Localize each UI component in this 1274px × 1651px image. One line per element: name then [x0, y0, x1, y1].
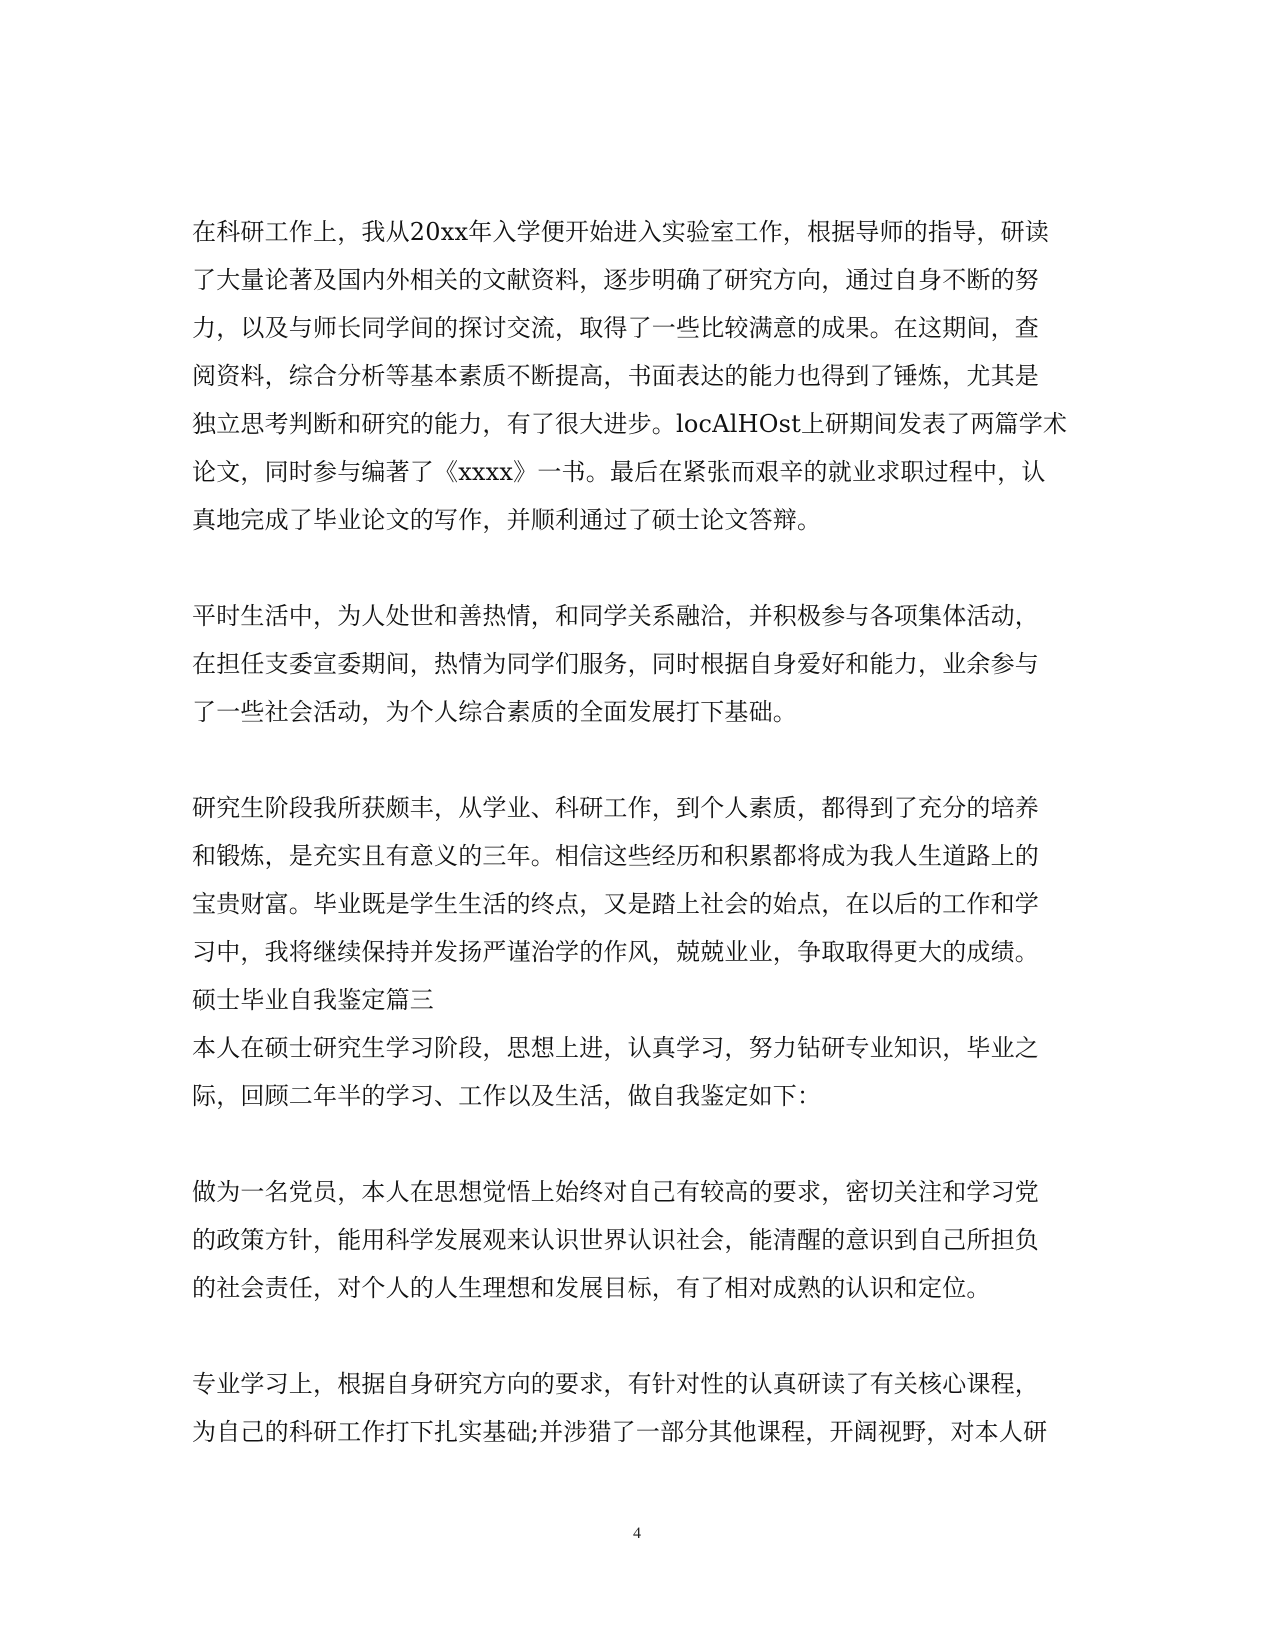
text-line: 在担任支委宣委期间，热情为同学们服务，同时根据自身爱好和能力，业余参与 — [192, 650, 1039, 678]
text-line: 习中，我将继续保持并发扬严谨治学的作风，兢兢业业，争取取得更大的成绩。 — [192, 938, 1039, 966]
paragraph-gap — [192, 1312, 1082, 1360]
text-line: 在科研工作上，我从20xx年入学便开始进入实验室工作，根据导师的指导，研读 — [192, 218, 1050, 246]
document-body — [192, 208, 1082, 1456]
text-line: 做为一名党员，本人在思想觉悟上始终对自己有较高的要求，密切关注和学习党 — [192, 1178, 1039, 1206]
text-line: 了大量论著及国内外相关的文献资料，逐步明确了研究方向，通过自身不断的努 — [192, 266, 1039, 294]
text-line: 和锻炼，是充实且有意义的三年。相信这些经历和积累都将成为我人生道路上的 — [192, 842, 1039, 870]
text-line: 际，回顾二年半的学习、工作以及生活，做自我鉴定如下： — [192, 1082, 822, 1110]
text-line: 论文，同时参与编著了《xxxx》一书。最后在紧张而艰辛的就业求职过程中，认 — [192, 458, 1046, 486]
paragraph-summary — [192, 784, 1082, 1120]
text-line: 真地完成了毕业论文的写作，并顺利通过了硕士论文答辩。 — [192, 506, 822, 534]
paragraph-daily-life — [192, 592, 1082, 736]
text-line: 的社会责任，对个人的人生理想和发展目标，有了相对成熟的认识和定位。 — [192, 1274, 991, 1302]
text-line: 专业学习上，根据自身研究方向的要求，有针对性的认真研读了有关核心课程， — [192, 1370, 1039, 1398]
paragraph-gap — [192, 736, 1082, 784]
text-line: 宝贵财富。毕业既是学生生活的终点，又是踏上社会的始点，在以后的工作和学 — [192, 890, 1039, 918]
text-line: 力，以及与师长同学间的探讨交流，取得了一些比较满意的成果。在这期间，查 — [192, 314, 1039, 342]
text-line: 阅资料，综合分析等基本素质不断提高，书面表达的能力也得到了锤炼，尤其是 — [192, 362, 1039, 390]
text-line: 本人在硕士研究生学习阶段，思想上进，认真学习，努力钻研专业知识，毕业之 — [192, 1034, 1039, 1062]
paragraph-professional-study — [192, 1360, 1082, 1456]
text-line: 独立思考判断和研究的能力，有了很大进步。locAlHOst上研期间发表了两篇学术 — [192, 410, 1068, 438]
text-line: 了一些社会活动，为个人综合素质的全面发展打下基础。 — [192, 698, 797, 726]
paragraph-gap — [192, 1120, 1082, 1168]
text-line: 为自己的科研工作打下扎实基础;并涉猎了一部分其他课程，开阔视野，对本人研 — [192, 1418, 1048, 1446]
text-line: 研究生阶段我所获颇丰，从学业、科研工作，到个人素质，都得到了充分的培养 — [192, 794, 1039, 822]
paragraph-party-member — [192, 1168, 1082, 1312]
text-line: 的政策方针，能用科学发展观来认识世界认识社会，能清醒的意识到自己所担负 — [192, 1226, 1039, 1254]
page-number: 4 — [633, 1525, 641, 1542]
section-heading: 硕士毕业自我鉴定篇三 — [192, 986, 434, 1014]
paragraph-research — [192, 208, 1082, 544]
text-line: 平时生活中，为人处世和善热情，和同学关系融洽，并积极参与各项集体活动， — [192, 602, 1039, 630]
paragraph-gap — [192, 544, 1082, 592]
